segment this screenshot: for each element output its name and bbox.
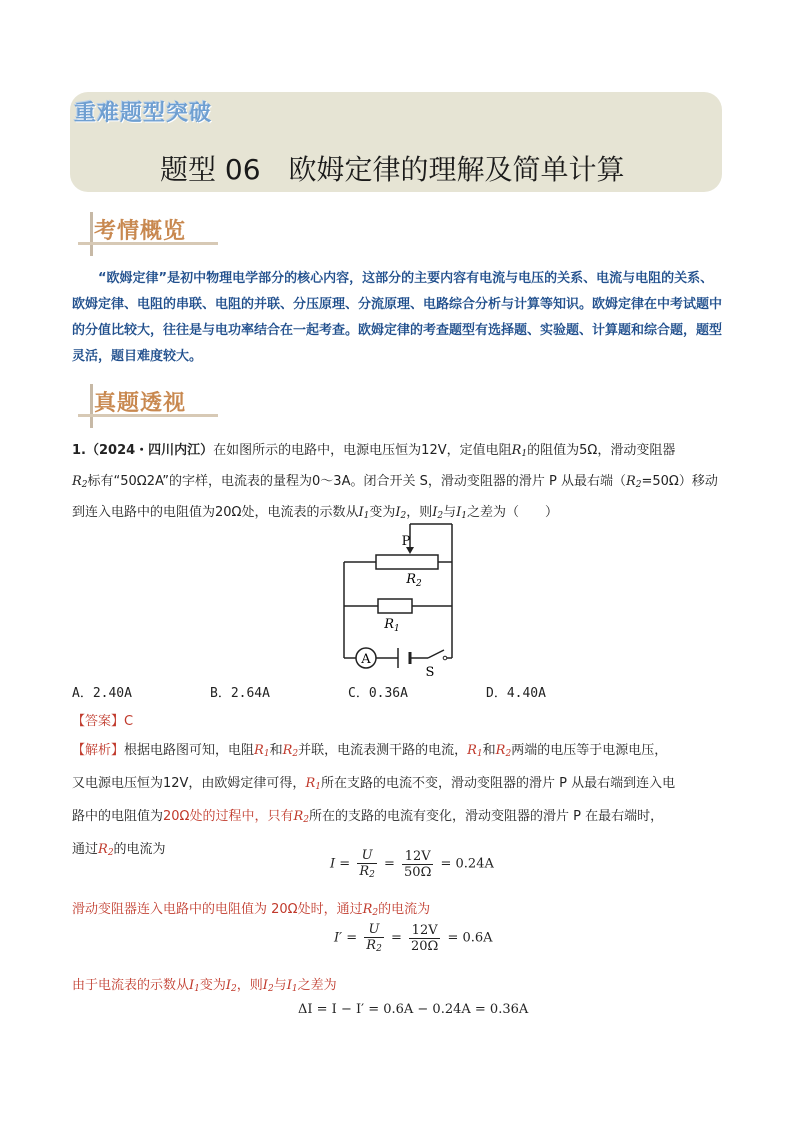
section-divider-vertical <box>90 212 93 256</box>
choice-b: B．2.64A <box>210 686 270 701</box>
page-title: 题型 06 欧姆定律的理解及简单计算 <box>160 153 625 186</box>
title-banner <box>70 92 722 192</box>
switch-contact <box>443 656 447 660</box>
question-text: 在如图所示的电路中，电源电压恒为12V，定值电阻 <box>213 443 512 458</box>
symbol-r1: $R_1$ <box>511 443 528 459</box>
symbol-r1: $R_1$ <box>305 776 321 792</box>
symbol-r2: $R_2$ <box>293 809 310 825</box>
choices <box>72 682 724 701</box>
analysis: 【解析】根据电路图可知，电阻$R_1$和$R_2$并联，电流表测干路的电流，$R_1$和$R_2$两端的电压等于电源电压， 又电源电压恒为12V，由欧姆定律可得，$R_1$所在支路的电流不变，滑动变阻器的滑片 P 从最右端到连入电 路中的电阻值为20Ω处的过程中，只有$R_2$所在的支路的电流有变化，滑动变阻器的滑片 P 在最右端时， 通过$R_2$的电流为 <box>72 743 676 858</box>
question-1 <box>72 437 724 530</box>
section-header-overview <box>78 212 228 252</box>
question-source: （2024・四川内江） <box>85 443 214 458</box>
analysis-step-2: 滑动变阻器连入电路中的电阻值为 20Ω处时，通过$R_2$的电流为 <box>72 902 431 918</box>
formula-3: ΔI = I − I′ = 0.6A − 0.24A = 0.36A <box>298 1002 529 1017</box>
resistor-r2 <box>376 555 438 569</box>
section-title: 考情概览 <box>94 219 187 244</box>
symbol-i2: $I_2$ <box>395 505 407 521</box>
question-text: 标有“50Ω2A”的字样，电流表的量程为0～3A。闭合开关 S，滑动变阻器的滑片 P 从最右端（ <box>87 474 626 489</box>
answer <box>72 710 133 729</box>
question-text: 与 <box>443 505 457 520</box>
formula-1: I = $\frac{U}{R_2}$ = $\frac{12V}{50\Omega}$ = 0.24A <box>330 848 494 880</box>
choice-a: A．2.40A <box>72 686 132 701</box>
analysis-step-3: 由于电流表的示数从$I_1$变为$I_2$，则$I_2$与$I_1$之差为 <box>72 978 337 994</box>
symbol-i1: $I_1$ <box>358 505 370 521</box>
analysis-label: 【解析】 <box>72 743 125 758</box>
section-title: 真题透视 <box>94 391 187 416</box>
symbol-r2: $R_2$ <box>282 743 299 759</box>
switch-label: S <box>425 665 435 678</box>
symbol-r2: $R_2$ <box>495 743 512 759</box>
r2-label: $R_2$ <box>406 572 422 589</box>
question-text: =50Ω）移动到连入电路中的电阻值为20Ω处，电流表的示数从 <box>72 474 718 520</box>
section-divider-vertical <box>90 384 93 428</box>
r1-label: $R_1$ <box>384 617 400 634</box>
choice-d: D．4.40A <box>486 686 546 701</box>
question-text: 之差为（ ） <box>467 505 559 520</box>
question-text: ，则 <box>406 505 433 520</box>
symbol-i1: $I_1$ <box>456 505 468 521</box>
choice-c: C．0.36A <box>348 686 408 701</box>
ammeter-label: A <box>361 652 371 667</box>
question-number: 1. <box>72 443 86 458</box>
intro-paragraph: “欧姆定律”是初中物理电学部分的核心内容，这部分的主要内容有电流与电压的关系、电流与电阻的关系、欧姆定律、电阻的串联、电阻的并联、分压原理、分流原理、电路综合分析与计算等知识。欧姆定律在中考试题中的分值比较大，往往是与电功率结合在一起考查。欧姆定律的考查题型有选择题、实验题、计算题和综合题，题型灵活，题目难度较大。 <box>72 271 723 364</box>
symbol-r2: $R_2$ <box>625 474 642 490</box>
symbol-r1: $R_1$ <box>254 743 270 759</box>
symbol-r2: $R_2$ <box>98 842 114 858</box>
circuit-diagram <box>320 518 480 678</box>
symbol-r2: $R_2$ <box>72 474 88 490</box>
symbol-i2: $I_2$ <box>432 505 444 521</box>
slider-label: P <box>401 534 411 549</box>
banner-tag: 重难题型突破 <box>74 101 213 126</box>
resistor-r1 <box>378 599 412 613</box>
section-header-real <box>78 384 228 424</box>
formula-2: I′ = $\frac{U}{R_2}$ = $\frac{12V}{20\Omega}$ = 0.6A <box>334 922 493 954</box>
answer-value: C <box>124 714 134 729</box>
symbol-r1: $R_1$ <box>467 743 483 759</box>
answer-label: 【答案】 <box>72 714 125 729</box>
question-text: 的阻值为5Ω，滑动变阻器 <box>527 443 676 458</box>
question-text: 变为 <box>369 505 396 520</box>
